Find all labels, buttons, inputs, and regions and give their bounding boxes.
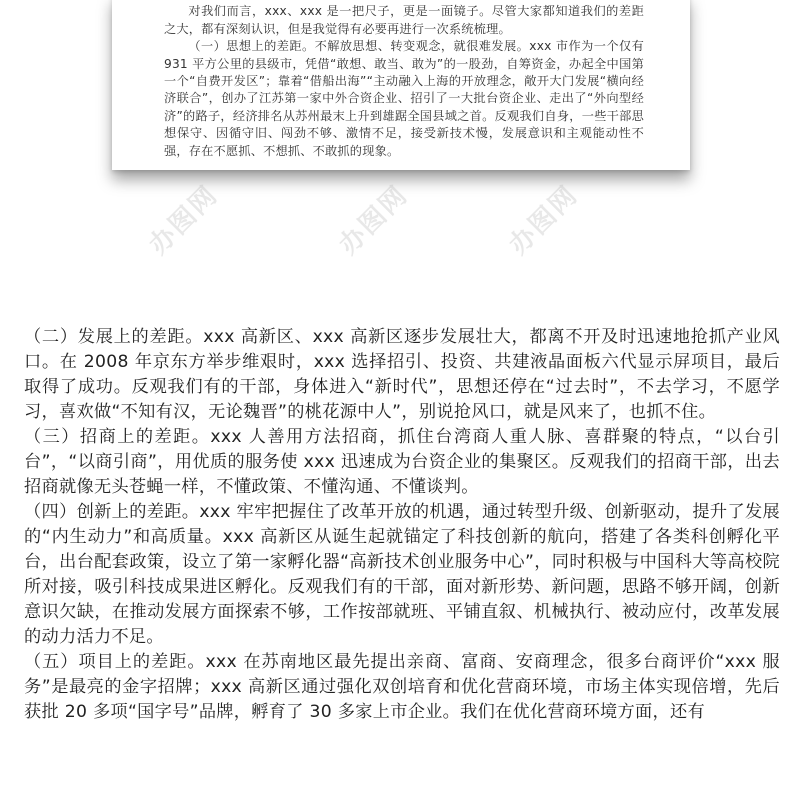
body-paragraph-4: （四）创新上的差距。xxx 牢牢把握住了改革开放的机遇，通过转型升级、创新驱动，提升了发展的“内生动力”和高质量。xxx 高新区从诞生起就锚定了科技创新的航向，搭建了各类科创孵化平台，出台配套政策，设立了第一家孵化器“高新技术创业服务中心”，同时积极与中国科大等高校院所对接，吸引科技成果进区孵化。反观我们有的干部，面对新形势、新问题，思路不够开阔，创新意识欠缺，在推动发展方面探索不够，工作按部就班、平铺直叙、机械执行、被动应付，改革发展的动力活力不足。 (24, 502, 780, 647)
document-body (24, 325, 780, 725)
body-paragraph-3: （三）招商上的差距。xxx 人善用方法招商，抓住台湾商人重人脉、喜群聚的特点，“以台引台”，“以商引商”，用优质的服务使 xxx 迅速成为台资企业的集聚区。反观我们的招商干部，出去招商就像无头苍蝇一样，不懂政策、不懂沟通、不懂谈判。 (24, 427, 780, 497)
watermark-2: 办图网 (333, 179, 415, 261)
document-preview-card (112, 0, 690, 170)
watermark-1: 办图网 (143, 179, 225, 261)
watermark-3: 办图网 (503, 179, 585, 261)
body-paragraph-2: （二）发展上的差距。xxx 高新区、xxx 高新区逐步发展壮大，都离不开及时迅速地抢抓产业风口。在 2008 年京东方举步维艰时，xxx 选择招引、投资、共建液晶面板六代显示屏项目，最后取得了成功。反观我们有的干部，身体进入“新时代”，思想还停在“过去时”，不去学习，不愿学习，喜欢做“不知有汉，无论魏晋”的桃花源中人”，别说抢风口，就是风来了，也抓不住。 (24, 327, 780, 422)
preview-paragraph-2: （一）思想上的差距。不解放思想、转变观念，就很难发展。xxx 市作为一个仅有 931 平方公里的县级市，凭借“敢想、敢当、敢为”的一股劲，自筹资金，办起全中国第一个“自费开发区”；靠着“借船出海”“主动融入上海的开放理念，敞开大门发展“横向经济联合”，创办了江苏第一家中外合资企业、招引了一大批台资企业、走出了“外向型经济”的路子，经济排名从苏州最末上升到雄踞全国县域之首。反观我们自身，一些干部思想保守、因循守旧、闯劲不够、激情不足，接受新技术慢，发展意识和主观能动性不强，存在不愿抓、不想抓、不敢抓的现象。 (164, 39, 644, 158)
body-paragraph-5: （五）项目上的差距。xxx 在苏南地区最先提出亲商、富商、安商理念，很多台商评价“xxx 服务”是最亮的金字招牌；xxx 高新区通过强化双创培育和优化营商环境，市场主体实现倍增，先后获批 20 多项“国字号”品牌，孵育了 30 多家上市企业。我们在优化营商环境方面，还有 (24, 652, 780, 722)
preview-paragraph-1: 对我们而言，xxx、xxx 是一把尺子，更是一面镜子。尽管大家都知道我们的差距之大，都有深刻认识，但是我觉得有必要再进行一次系统梳理。 (164, 4, 644, 36)
